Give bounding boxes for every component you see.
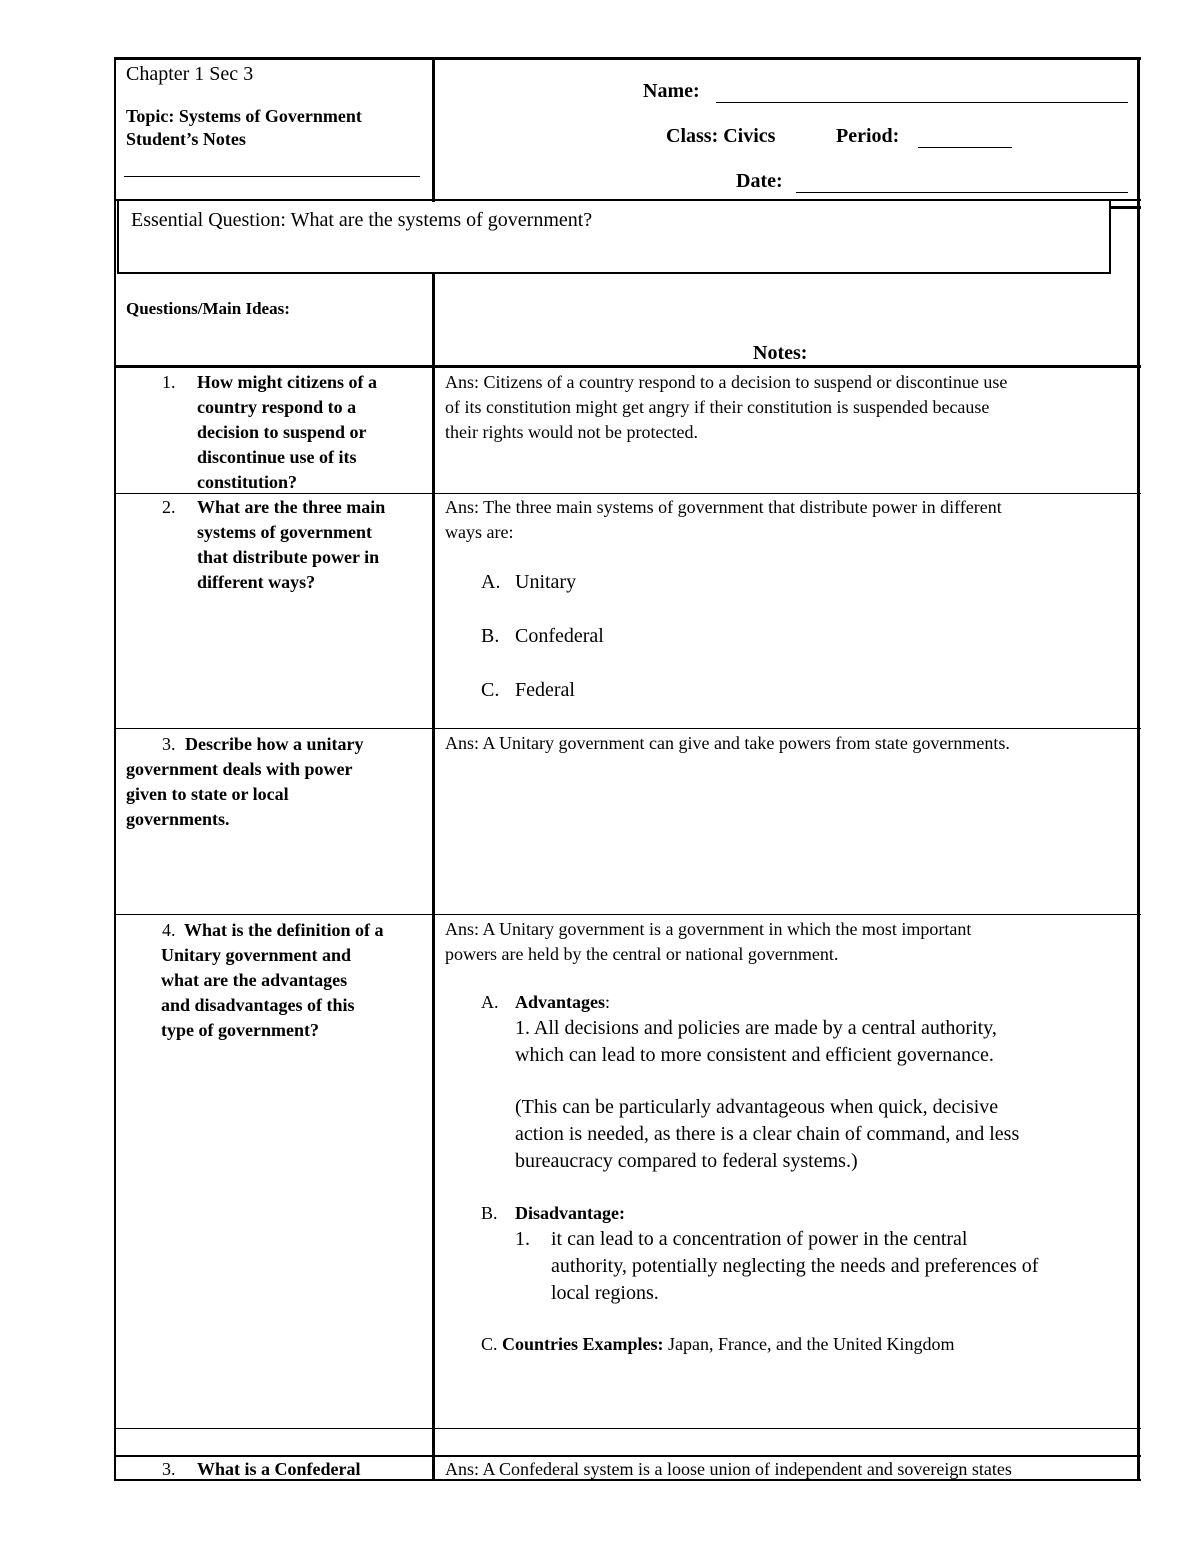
- question-number: 2.: [162, 497, 176, 517]
- question-text: What is a Confederal: [197, 1459, 361, 1479]
- date-label: Date:: [736, 170, 783, 192]
- date-field-line[interactable]: [796, 192, 1128, 193]
- disadvantage-heading: Disadvantage:: [515, 1203, 626, 1223]
- list-item-letter: B.: [481, 625, 500, 647]
- advantages-note: (This can be particularly advantageous when quick, decisive action is needed, as there is a clear chain of command, and less bureaucracy compared to federal systems.): [515, 1096, 1020, 1172]
- topic-title: Topic: Systems of Government: [126, 106, 362, 126]
- column-header-line: [114, 365, 1141, 368]
- disadvantage-number: 1.: [515, 1228, 530, 1250]
- advantages-text: 1. All decisions and policies are made by a central authority, which can lead to more consistent and efficient governance.: [515, 1017, 997, 1066]
- advantages-letter: A.: [481, 992, 499, 1012]
- question-text: What are the three main systems of government that distribute power in different ways?: [197, 497, 386, 592]
- student-notes-label: Student’s Notes: [126, 129, 246, 149]
- question-number: 1.: [162, 372, 176, 392]
- answer-text: Ans: Citizens of a country respond to a decision to suspend or discontinue use of its constitution might get angry if their constitution is suspended because their rights would not be protected.: [445, 372, 1008, 442]
- notes-column-header: Notes:: [753, 342, 808, 364]
- period-label: Period:: [836, 125, 900, 147]
- table-border-right: [1137, 57, 1140, 1481]
- name-label: Name:: [643, 80, 700, 102]
- essential-question: Essential Question: What are the systems of government?: [131, 209, 593, 231]
- header-underline: [124, 176, 420, 177]
- answer-text: Ans: The three main systems of government that distribute power in different ways are:: [445, 497, 1002, 542]
- class-label: Class: Civics: [666, 125, 776, 147]
- list-item-confederal: Confederal: [515, 625, 604, 647]
- answer-text: Ans: A Confederal system is a loose union of independent and sovereign states: [445, 1459, 1012, 1479]
- table-center-divider: [432, 57, 435, 202]
- question-text: What is the definition of a Unitary government and what are the advantages and disadvantages of this type of government?: [161, 920, 384, 1040]
- list-item-unitary: Unitary: [515, 571, 577, 593]
- row-divider: [114, 728, 1141, 729]
- list-item-letter: C.: [481, 679, 500, 701]
- table-border-top: [114, 57, 1141, 60]
- period-field-line[interactable]: [918, 147, 1012, 148]
- disadvantage-letter: B.: [481, 1203, 498, 1223]
- question-number: 4.: [162, 920, 176, 940]
- name-field-line[interactable]: [716, 102, 1128, 103]
- question-text: Describe how a unitary government deals with power given to state or local governments.: [126, 734, 364, 829]
- table-border-left: [114, 57, 116, 1481]
- question-number: 3.: [162, 1459, 176, 1479]
- answer-text: Ans: A Unitary government is a government in which the most important powers are held by the central or national government.: [445, 919, 972, 964]
- questions-column-header: Questions/Main Ideas:: [126, 299, 290, 318]
- chapter-title: Chapter 1 Sec 3: [126, 63, 254, 85]
- question-number: 3.: [162, 734, 176, 754]
- list-item-federal: Federal: [515, 679, 575, 701]
- table-center-divider-lower: [432, 272, 435, 1481]
- header-bottom-line-thick: [1110, 206, 1141, 209]
- answer-text: Ans: A Unitary government can give and take powers from state governments.: [445, 733, 1010, 753]
- advantages-heading: Advantages:: [515, 992, 611, 1012]
- row-divider: [114, 1428, 1141, 1429]
- disadvantage-text: it can lead to a concentration of power in the central authority, potentially neglecting the needs and preferences of local regions.: [551, 1228, 1039, 1304]
- list-item-letter: A.: [481, 571, 501, 593]
- row-divider: [114, 914, 1141, 915]
- examples-line: C. Countries Examples: Japan, France, and the United Kingdom: [481, 1334, 955, 1354]
- question-text: How might citizens of a country respond to a decision to suspend or discontinue use of its constitution?: [197, 372, 377, 492]
